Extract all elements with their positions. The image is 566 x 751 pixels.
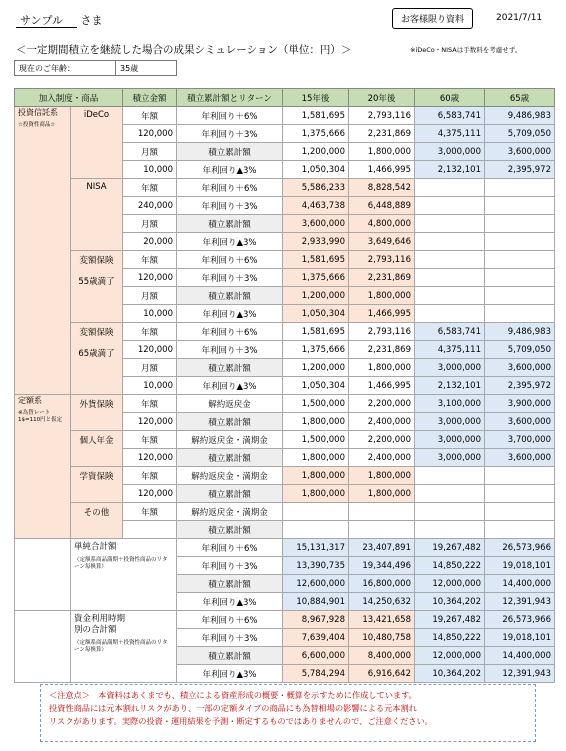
total-label-cell — [71, 539, 177, 611]
value-cell: 8,400,000 — [349, 647, 415, 665]
amount-cell: 240,000 — [123, 197, 177, 215]
table-row — [15, 503, 555, 521]
amount-cell: 120,000 — [123, 413, 177, 431]
return-type-cell: 解約返戻金 — [177, 395, 283, 413]
return-type-cell: 積立累計額 — [177, 413, 283, 431]
amount-cell: 年額 — [123, 395, 177, 413]
value-cell: 3,000,000 — [415, 359, 485, 377]
value-cell: 8,967,928 — [283, 611, 349, 629]
value-cell: 2,231,869 — [349, 341, 415, 359]
value-cell: 6,600,000 — [283, 647, 349, 665]
value-cell: 10,364,202 — [415, 593, 485, 611]
value-cell — [485, 485, 555, 503]
value-cell: 1,500,000 — [283, 395, 349, 413]
customer-name-value: サンプル — [16, 14, 77, 28]
return-type-cell: 年利回り▲3% — [177, 377, 283, 395]
customer-name — [16, 12, 103, 28]
value-cell: 1,800,000 — [349, 467, 415, 485]
value-cell: 2,395,972 — [485, 161, 555, 179]
value-cell — [283, 503, 349, 521]
value-cell: 1,200,000 — [283, 143, 349, 161]
total-label: 資金利用時期 — [74, 614, 126, 624]
value-cell — [485, 197, 555, 215]
value-cell — [415, 485, 485, 503]
value-cell: 9,486,983 — [485, 323, 555, 341]
value-cell: 1,466,995 — [349, 377, 415, 395]
value-cell — [485, 233, 555, 251]
total-blank-cell — [15, 539, 71, 611]
value-cell — [485, 467, 555, 485]
amount-cell: 年額 — [123, 503, 177, 521]
table-row — [15, 467, 555, 485]
value-cell: 1,800,000 — [349, 287, 415, 305]
value-cell — [485, 287, 555, 305]
return-type-cell: 積立累計額 — [177, 521, 283, 539]
value-cell: 3,000,000 — [415, 413, 485, 431]
value-cell: 4,375,111 — [415, 341, 485, 359]
value-cell: 1,800,000 — [283, 449, 349, 467]
return-type-cell: 年利回り▲3% — [177, 305, 283, 323]
col-header-60: 60歳 — [415, 89, 485, 107]
value-cell: 19,267,482 — [415, 611, 485, 629]
value-cell — [415, 197, 485, 215]
value-cell: 5,709,050 — [485, 125, 555, 143]
value-cell — [415, 179, 485, 197]
value-cell: 1,800,000 — [349, 359, 415, 377]
return-type-cell: 解約返戻金・満期金 — [177, 467, 283, 485]
product-cell — [71, 431, 123, 467]
value-cell: 1,800,000 — [283, 485, 349, 503]
value-cell: 3,649,646 — [349, 233, 415, 251]
value-cell: 1,800,000 — [283, 413, 349, 431]
product-label: その他 — [83, 508, 110, 518]
return-type-cell: 積立累計額 — [177, 485, 283, 503]
value-cell: 1,375,666 — [283, 341, 349, 359]
amount-cell: 120,000 — [123, 269, 177, 287]
value-cell: 6,583,741 — [415, 323, 485, 341]
total-note: （定額系商品満期＋投資性商品のリターン毎換算） — [74, 557, 168, 570]
value-cell: 2,200,000 — [349, 431, 415, 449]
value-cell: 19,344,496 — [349, 557, 415, 575]
value-cell: 26,573,966 — [485, 539, 555, 557]
age-label: 現在のご年齢： — [15, 61, 116, 76]
value-cell: 6,916,642 — [349, 665, 415, 683]
product-label: 外貨保険 — [79, 400, 114, 410]
value-cell: 2,400,000 — [349, 413, 415, 431]
value-cell: 2,132,101 — [415, 161, 485, 179]
value-cell: 3,700,000 — [485, 431, 555, 449]
value-cell: 1,466,995 — [349, 161, 415, 179]
value-cell — [485, 503, 555, 521]
value-cell: 19,267,482 — [415, 539, 485, 557]
value-cell: 1,800,000 — [349, 143, 415, 161]
value-cell: 12,391,943 — [485, 593, 555, 611]
value-cell: 3,600,000 — [485, 143, 555, 161]
amount-cell: 10,000 — [123, 305, 177, 323]
return-type-cell: 年利回り＋3% — [177, 341, 283, 359]
value-cell: 26,573,966 — [485, 611, 555, 629]
value-cell: 5,586,233 — [283, 179, 349, 197]
value-cell: 4,463,738 — [283, 197, 349, 215]
col-header-65: 65歳 — [485, 89, 555, 107]
value-cell: 10,884,901 — [283, 593, 349, 611]
value-cell: 2,200,000 — [349, 395, 415, 413]
value-cell: 2,231,869 — [349, 125, 415, 143]
value-cell: 9,486,983 — [485, 107, 555, 125]
amount-cell: 10,000 — [123, 161, 177, 179]
value-cell: 4,375,111 — [415, 125, 485, 143]
amount-cell: 年額 — [123, 467, 177, 485]
value-cell — [415, 287, 485, 305]
product-cell — [71, 179, 123, 251]
value-cell — [415, 503, 485, 521]
return-type-cell: 年利回り＋3% — [177, 125, 283, 143]
value-cell: 23,407,891 — [349, 539, 415, 557]
product-cell — [71, 323, 123, 395]
product-sublabel: 65歳満了 — [78, 349, 115, 359]
value-cell: 4,800,000 — [349, 215, 415, 233]
amount-cell — [123, 521, 177, 539]
value-cell: 1,200,000 — [283, 287, 349, 305]
product-cell — [71, 395, 123, 431]
value-cell — [415, 269, 485, 287]
product-label: iDeCo — [83, 110, 110, 120]
value-cell — [349, 521, 415, 539]
total-label-cell — [71, 611, 177, 683]
product-label: 個人年金 — [79, 436, 114, 446]
return-type-cell: 年利回り＋6% — [177, 179, 283, 197]
value-cell — [415, 467, 485, 485]
amount-cell: 120,000 — [123, 125, 177, 143]
value-cell: 3,000,000 — [415, 449, 485, 467]
product-cell — [71, 251, 123, 323]
value-cell: 2,793,116 — [349, 323, 415, 341]
col-header-return: 積立累計額とリターン — [177, 89, 283, 107]
return-type-cell: 年利回り▲3% — [177, 665, 283, 683]
total-blank-cell — [15, 611, 71, 683]
value-cell: 1,050,304 — [283, 161, 349, 179]
return-type-cell: 年利回り▲3% — [177, 233, 283, 251]
value-cell: 1,581,695 — [283, 251, 349, 269]
value-cell — [485, 521, 555, 539]
value-cell: 2,400,000 — [349, 449, 415, 467]
value-cell: 12,600,000 — [283, 575, 349, 593]
amount-cell: 20,000 — [123, 233, 177, 251]
return-type-cell: 解約返戻金・満期金 — [177, 503, 283, 521]
value-cell: 2,395,972 — [485, 377, 555, 395]
value-cell — [485, 305, 555, 323]
col-header-15y: 15年後 — [283, 89, 349, 107]
age-table — [14, 60, 177, 76]
disclaimer-box — [40, 684, 536, 742]
value-cell: 2,231,869 — [349, 269, 415, 287]
value-cell: 10,480,758 — [349, 629, 415, 647]
value-cell — [485, 179, 555, 197]
table-row — [15, 107, 555, 125]
return-type-cell: 年利回り▲3% — [177, 593, 283, 611]
product-label: 学資保険 — [79, 472, 114, 482]
product-sublabel: 55歳満了 — [78, 277, 115, 287]
value-cell: 1,050,304 — [283, 305, 349, 323]
amount-cell: 月額 — [123, 215, 177, 233]
value-cell: 2,933,990 — [283, 233, 349, 251]
value-cell — [349, 503, 415, 521]
value-cell — [485, 269, 555, 287]
amount-cell: 年額 — [123, 323, 177, 341]
value-cell: 2,132,101 — [415, 377, 485, 395]
value-cell: 3,600,000 — [485, 359, 555, 377]
value-cell: 6,448,889 — [349, 197, 415, 215]
document-date: 2021/7/11 — [496, 13, 543, 23]
value-cell: 14,850,222 — [415, 629, 485, 647]
col-header-product: 加入制度・商品 — [15, 89, 123, 107]
return-type-cell: 解約返戻金・満期金 — [177, 431, 283, 449]
category-label: 定額系 — [18, 396, 42, 405]
amount-cell: 年額 — [123, 179, 177, 197]
value-cell: 13,390,735 — [283, 557, 349, 575]
category-cell — [15, 107, 71, 395]
total-row — [15, 611, 555, 629]
total-row — [15, 539, 555, 557]
value-cell: 8,828,542 — [349, 179, 415, 197]
value-cell: 3,600,000 — [283, 215, 349, 233]
table-row — [15, 251, 555, 269]
value-cell: 12,391,943 — [485, 665, 555, 683]
value-cell: 3,000,000 — [415, 143, 485, 161]
return-type-cell: 年利回り＋3% — [177, 557, 283, 575]
fee-note: ※iDeCo・NISAは手数料を考慮せず。 — [410, 46, 522, 54]
table-row — [15, 179, 555, 197]
category-note: ☆投資性商品☆ — [18, 122, 56, 128]
value-cell: 14,250,632 — [349, 593, 415, 611]
product-cell — [71, 467, 123, 503]
category-label: 投資信託系 — [18, 108, 58, 117]
return-type-cell: 年利回り＋6% — [177, 539, 283, 557]
product-label: 変額保険 — [79, 256, 114, 266]
value-cell: 1,500,000 — [283, 431, 349, 449]
return-type-cell: 年利回り＋3% — [177, 197, 283, 215]
total-note: （定額系商品満期＋投資性商品のリターン毎換算） — [74, 640, 168, 653]
product-label: 変額保険 — [79, 328, 114, 338]
return-type-cell: 積立累計額 — [177, 575, 283, 593]
category-note: ※為替レート 1$=110円と仮定 — [18, 410, 63, 423]
return-type-cell: 年利回り＋3% — [177, 629, 283, 647]
value-cell: 3,600,000 — [485, 413, 555, 431]
disclaimer-line-3: リスクがあります。実際の投資・運用結果を予測・断定するものではありませんので、ご注意ください。 — [49, 716, 433, 726]
return-type-cell: 積立累計額 — [177, 143, 283, 161]
amount-cell: 120,000 — [123, 485, 177, 503]
value-cell: 3,600,000 — [485, 449, 555, 467]
return-type-cell: 年利回り＋6% — [177, 323, 283, 341]
value-cell — [415, 233, 485, 251]
col-header-amount: 積立金額 — [123, 89, 177, 107]
value-cell: 13,421,658 — [349, 611, 415, 629]
table-row — [15, 323, 555, 341]
value-cell: 1,375,666 — [283, 125, 349, 143]
value-cell: 12,000,000 — [415, 647, 485, 665]
amount-cell: 年額 — [123, 251, 177, 269]
product-cell — [71, 107, 123, 179]
value-cell: 15,131,317 — [283, 539, 349, 557]
product-label: NISA — [86, 182, 107, 192]
amount-cell: 月額 — [123, 287, 177, 305]
value-cell: 3,000,000 — [415, 431, 485, 449]
return-type-cell: 積立累計額 — [177, 647, 283, 665]
value-cell: 12,000,000 — [415, 575, 485, 593]
product-cell — [71, 503, 123, 539]
value-cell: 1,581,695 — [283, 323, 349, 341]
value-cell: 5,784,294 — [283, 665, 349, 683]
return-type-cell: 年利回り＋6% — [177, 251, 283, 269]
value-cell — [415, 305, 485, 323]
value-cell — [485, 251, 555, 269]
return-type-cell: 年利回り＋6% — [177, 107, 283, 125]
category-cell — [15, 395, 71, 539]
return-type-cell: 積立累計額 — [177, 287, 283, 305]
return-type-cell: 年利回り▲3% — [177, 161, 283, 179]
amount-cell: 年額 — [123, 431, 177, 449]
value-cell: 1,375,666 — [283, 269, 349, 287]
value-cell: 1,800,000 — [283, 467, 349, 485]
value-cell: 19,018,101 — [485, 629, 555, 647]
value-cell — [415, 215, 485, 233]
value-cell: 3,900,000 — [485, 395, 555, 413]
amount-cell: 120,000 — [123, 341, 177, 359]
table-header-row — [15, 89, 555, 107]
value-cell: 16,800,000 — [349, 575, 415, 593]
value-cell: 1,466,995 — [349, 305, 415, 323]
total-label-2: 別の合計額 — [74, 625, 117, 635]
value-cell: 6,583,741 — [415, 107, 485, 125]
value-cell: 2,793,116 — [349, 251, 415, 269]
amount-cell: 年額 — [123, 107, 177, 125]
value-cell — [415, 521, 485, 539]
return-type-cell: 積立累計額 — [177, 449, 283, 467]
value-cell — [415, 251, 485, 269]
total-label: 単純合計額 — [74, 542, 117, 552]
amount-cell: 10,000 — [123, 377, 177, 395]
amount-cell: 月額 — [123, 143, 177, 161]
col-header-20y: 20年後 — [349, 89, 415, 107]
table-row — [15, 431, 555, 449]
return-type-cell: 積立累計額 — [177, 359, 283, 377]
value-cell: 1,581,695 — [283, 107, 349, 125]
confidential-badge: お客様限り資料 — [392, 8, 473, 29]
return-type-cell: 積立累計額 — [177, 215, 283, 233]
value-cell: 14,400,000 — [485, 575, 555, 593]
return-type-cell: 年利回り＋6% — [177, 611, 283, 629]
value-cell: 1,050,304 — [283, 377, 349, 395]
value-cell — [283, 521, 349, 539]
value-cell: 14,850,222 — [415, 557, 485, 575]
value-cell — [485, 215, 555, 233]
value-cell: 14,400,000 — [485, 647, 555, 665]
value-cell: 19,018,101 — [485, 557, 555, 575]
simulation-table — [14, 88, 555, 683]
disclaimer-line-1: ＜注意点＞ 本資料はあくまでも、積立による資産形成の概要・概算を示すために作成しています。 — [49, 690, 417, 700]
table-row — [15, 395, 555, 413]
value-cell: 1,800,000 — [349, 485, 415, 503]
value-cell: 7,639,404 — [283, 629, 349, 647]
disclaimer-line-2: 投資性商品には元本割れリスクがあり、一部の定額タイプの商品にも為替相場の影響による元本割れ — [49, 703, 417, 713]
customer-honorific: さま — [80, 14, 103, 27]
value-cell: 1,200,000 — [283, 359, 349, 377]
document-title: ＜一定期間積立を継続した場合の成果シミュレーション（単位：円）＞ — [16, 44, 352, 56]
value-cell: 10,364,202 — [415, 665, 485, 683]
age-value: 35歳 — [116, 61, 177, 76]
return-type-cell: 年利回り＋3% — [177, 269, 283, 287]
amount-cell: 120,000 — [123, 449, 177, 467]
amount-cell: 月額 — [123, 359, 177, 377]
value-cell: 2,793,116 — [349, 107, 415, 125]
value-cell: 3,100,000 — [415, 395, 485, 413]
value-cell: 5,709,050 — [485, 341, 555, 359]
